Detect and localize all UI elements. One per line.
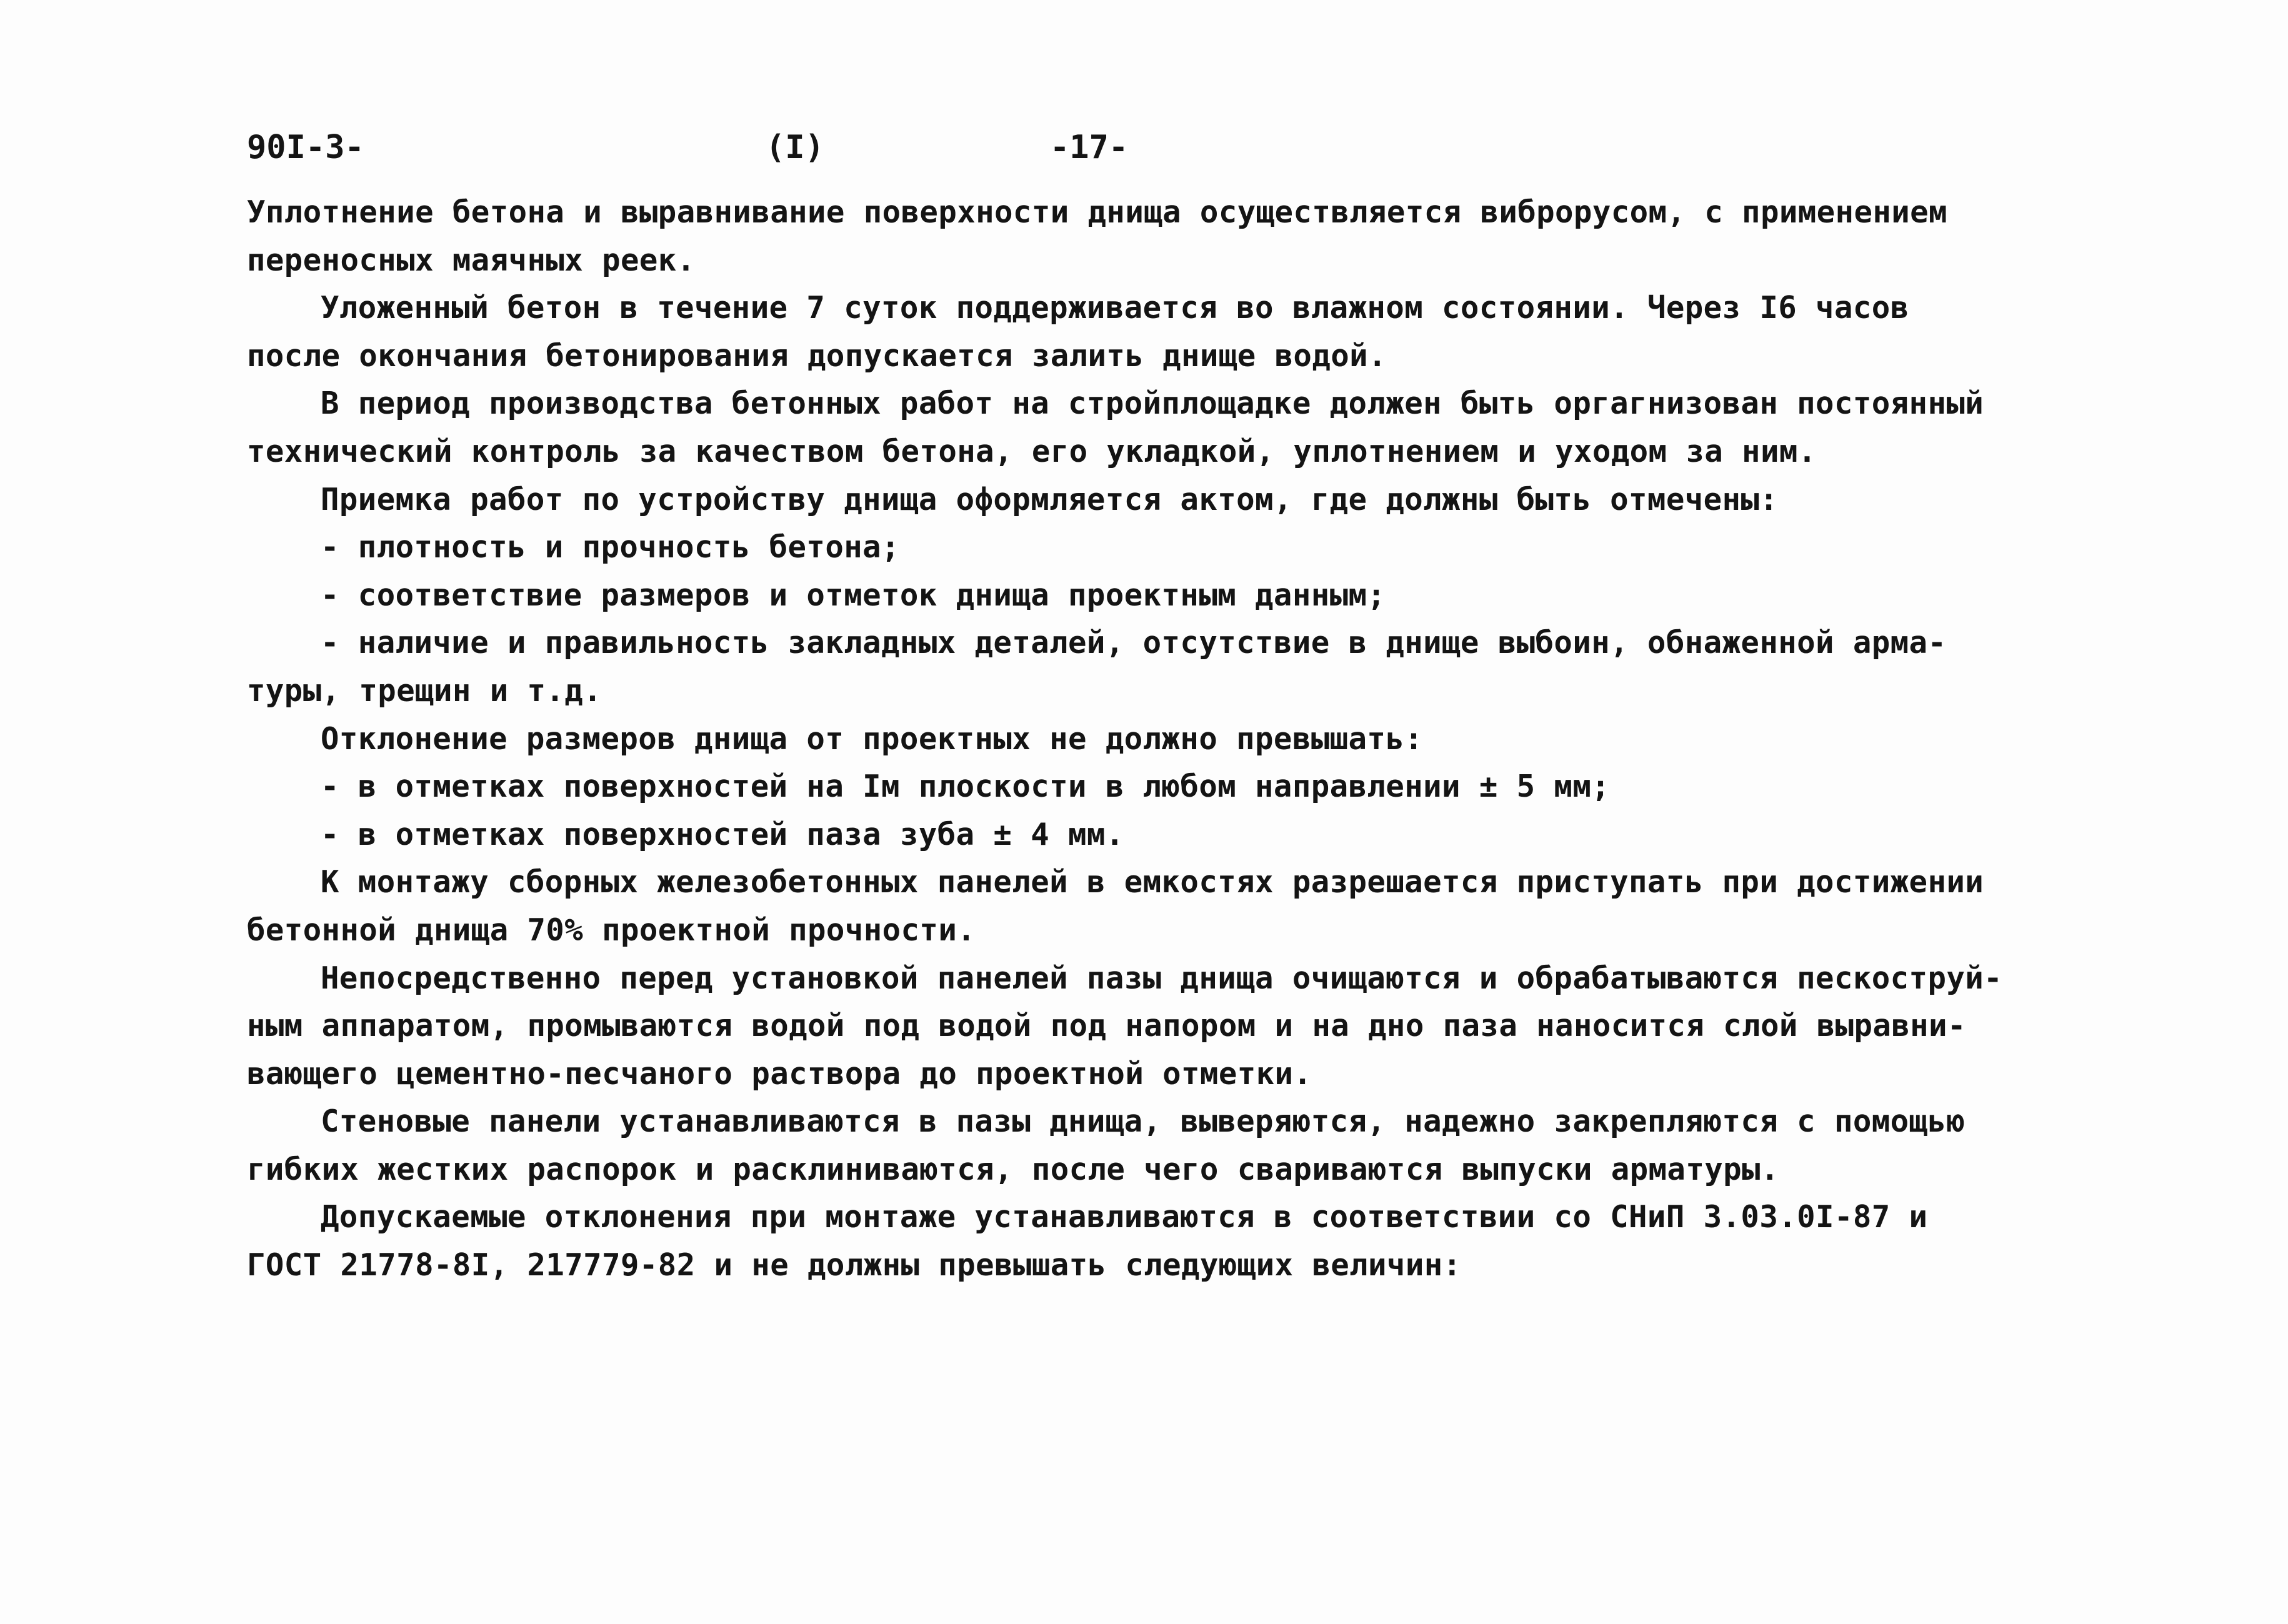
text-line: Допускаемые отклонения при монтаже устанавливаются в соответствии со СНиП 3.03.0I-87 и: [321, 1199, 1928, 1235]
page-header: [247, 122, 1247, 172]
text-line: Непосредственно перед установкой панелей пазы днища очищаются и обрабатываются пескоструй-: [321, 960, 2003, 996]
text-line: после окончания бетонирования допускается залить днище водой.: [247, 337, 1387, 374]
list-item: - наличие и правильность закладных деталей, отсутствие в днище выбоин, обнаженной арма-: [321, 625, 1947, 661]
list-item: - в отметках поверхностей на Iм плоскости в любом направлении ± 5 мм;: [321, 769, 1611, 805]
text-line: Отклонение размеров днища от проектных не должно превышать:: [321, 720, 1424, 757]
list-item: - в отметках поверхностей паза зуба ± 4 мм.: [321, 816, 1124, 852]
text-line: технический контроль за качеством бетона, его укладкой, уплотнением и уходом за ним.: [247, 433, 1817, 469]
document-part: (I): [766, 129, 824, 166]
list-item: - соответствие размеров и отметок днища проектным данным;: [321, 577, 1386, 613]
text-line: ным аппаратом, промываются водой под водой под напором и на дно паза наносится слой выравни-: [247, 1008, 1966, 1044]
page-number: -17-: [1050, 129, 1129, 166]
text-line: Приемка работ по устройству днища оформляется актом, где должны быть отмечены:: [321, 481, 1779, 517]
text-line: бетонной днища 70% проектной прочности.: [247, 912, 976, 948]
text-line: ГОСТ 21778-8I, 217779-82 и не должны превышать следующих величин:: [247, 1247, 1462, 1283]
text-line: туры, трещин и т.д.: [247, 672, 602, 709]
text-line: Уложенный бетон в течение 7 суток поддерживается во влажном состоянии. Через I6 часов: [321, 290, 1909, 326]
list-item: - плотность и прочность бетона;: [321, 529, 900, 565]
text-line: гибких жестких распорок и расклиниваются, после чего свариваются выпуски арматуры.: [247, 1151, 1779, 1187]
text-line: Стеновые панели устанавливаются в пазы днища, выверяются, надежно закрепляются с помощью: [321, 1103, 1966, 1140]
document-code: 90I-3-: [247, 129, 364, 166]
text-line: переносных маячных реек.: [247, 242, 696, 278]
text-line: Уплотнение бетона и выравнивание поверхности днища осуществляется виброрусом, с применением: [247, 194, 1947, 230]
text-line: К монтажу сборных железобетонных панелей в емкостях разрешается приступать при достижении: [321, 864, 1984, 900]
text-line: В период производства бетонных работ на стройплощадке должен быть оргагнизован постоянный: [321, 386, 1984, 422]
text-line: вающего цементно-песчаного раствора до проектной отметки.: [247, 1055, 1312, 1092]
document-body: [247, 189, 2041, 1290]
